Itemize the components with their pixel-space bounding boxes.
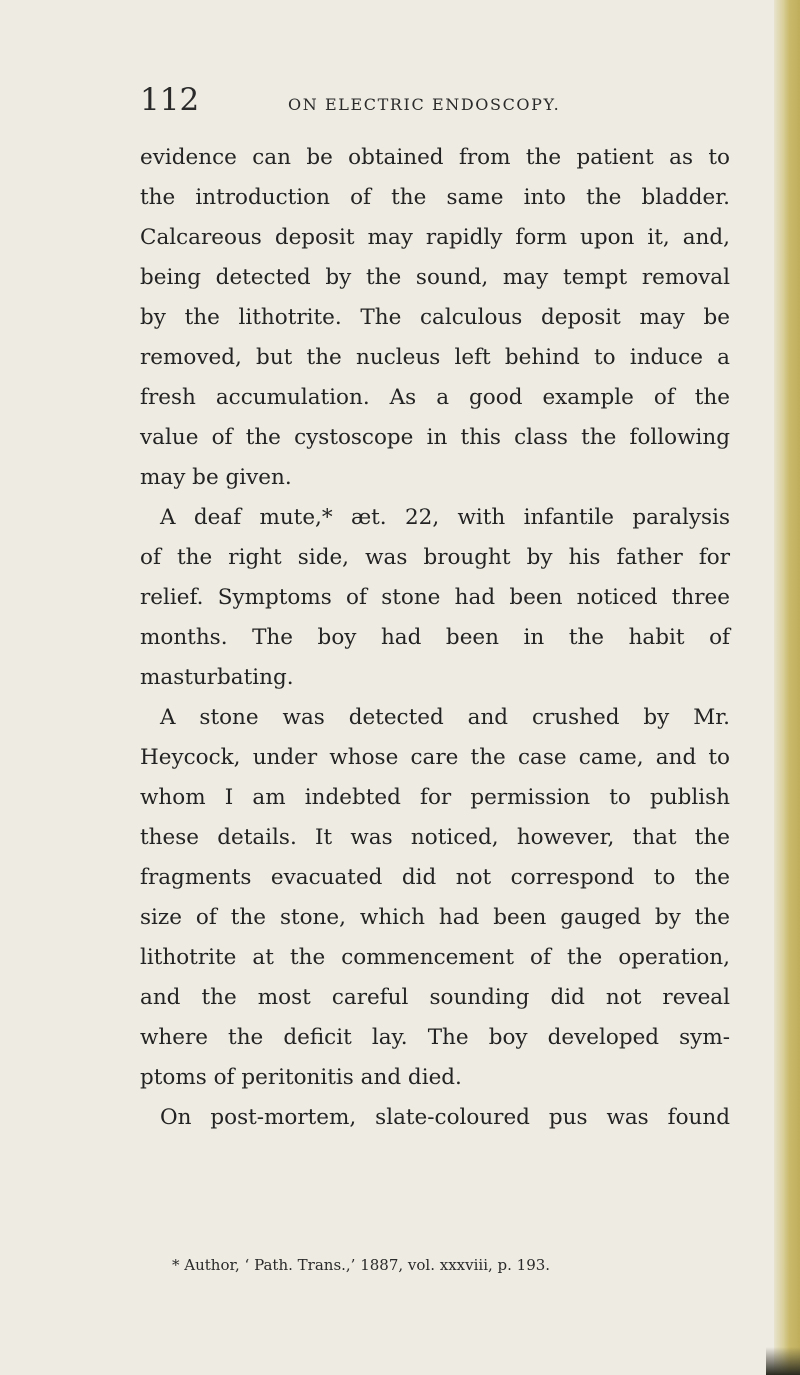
running-title: ON ELECTRIC ENDOSCOPY.	[288, 95, 561, 114]
text-line: size of the stone, which had been gauged by the	[140, 905, 730, 930]
text-line: value of the cystoscope in this class the following	[140, 425, 730, 450]
text-line: the introduction of the same into the bladder.	[140, 185, 730, 210]
text-line: Calcareous deposit may rapidly form upon it, and,	[140, 225, 730, 250]
text-line: and the most careful sounding did not reveal	[140, 985, 730, 1010]
text-line: fresh accumulation. As a good example of the	[140, 385, 730, 410]
text-line: evidence can be obtained from the patient as to	[140, 145, 730, 170]
footnote: * Author, ‘ Path. Trans.,’ 1887, vol. xxxviii, p. 193.	[172, 1256, 551, 1274]
text-line: of the right side, was brought by his father for	[140, 545, 730, 570]
text-line: On post-mortem, slate-coloured pus was found	[160, 1105, 730, 1130]
text-line: ptoms of peritonitis and died.	[140, 1065, 462, 1090]
text-line: being detected by the sound, may tempt removal	[140, 265, 730, 290]
text-line: where the deficit lay. The boy developed sym-	[140, 1025, 730, 1050]
text-line: removed, but the nucleus left behind to induce a	[140, 345, 730, 370]
text-line: by the lithotrite. The calculous deposit may be	[140, 305, 730, 330]
text-line: may be given.	[140, 465, 292, 490]
text-line: these details. It was noticed, however, that the	[140, 825, 730, 850]
page-edge	[774, 0, 800, 1375]
text-line: lithotrite at the commencement of the operation,	[140, 945, 730, 970]
text-line: A stone was detected and crushed by Mr.	[160, 705, 730, 730]
text-line: fragments evacuated did not correspond to the	[140, 865, 730, 890]
text-line: relief. Symptoms of stone had been noticed three	[140, 585, 730, 610]
page-corner-shadow	[766, 1347, 800, 1375]
text-line: Heycock, under whose care the case came, and to	[140, 745, 730, 770]
text-line: whom I am indebted for permission to publish	[140, 785, 730, 810]
page-number: 112	[140, 82, 200, 118]
text-line: masturbating.	[140, 665, 294, 690]
text-line: A deaf mute,* æt. 22, with infantile paralysis	[160, 505, 730, 530]
page-header	[0, 80, 800, 130]
text-line: months. The boy had been in the habit of	[140, 625, 730, 650]
body-text	[140, 138, 730, 1138]
